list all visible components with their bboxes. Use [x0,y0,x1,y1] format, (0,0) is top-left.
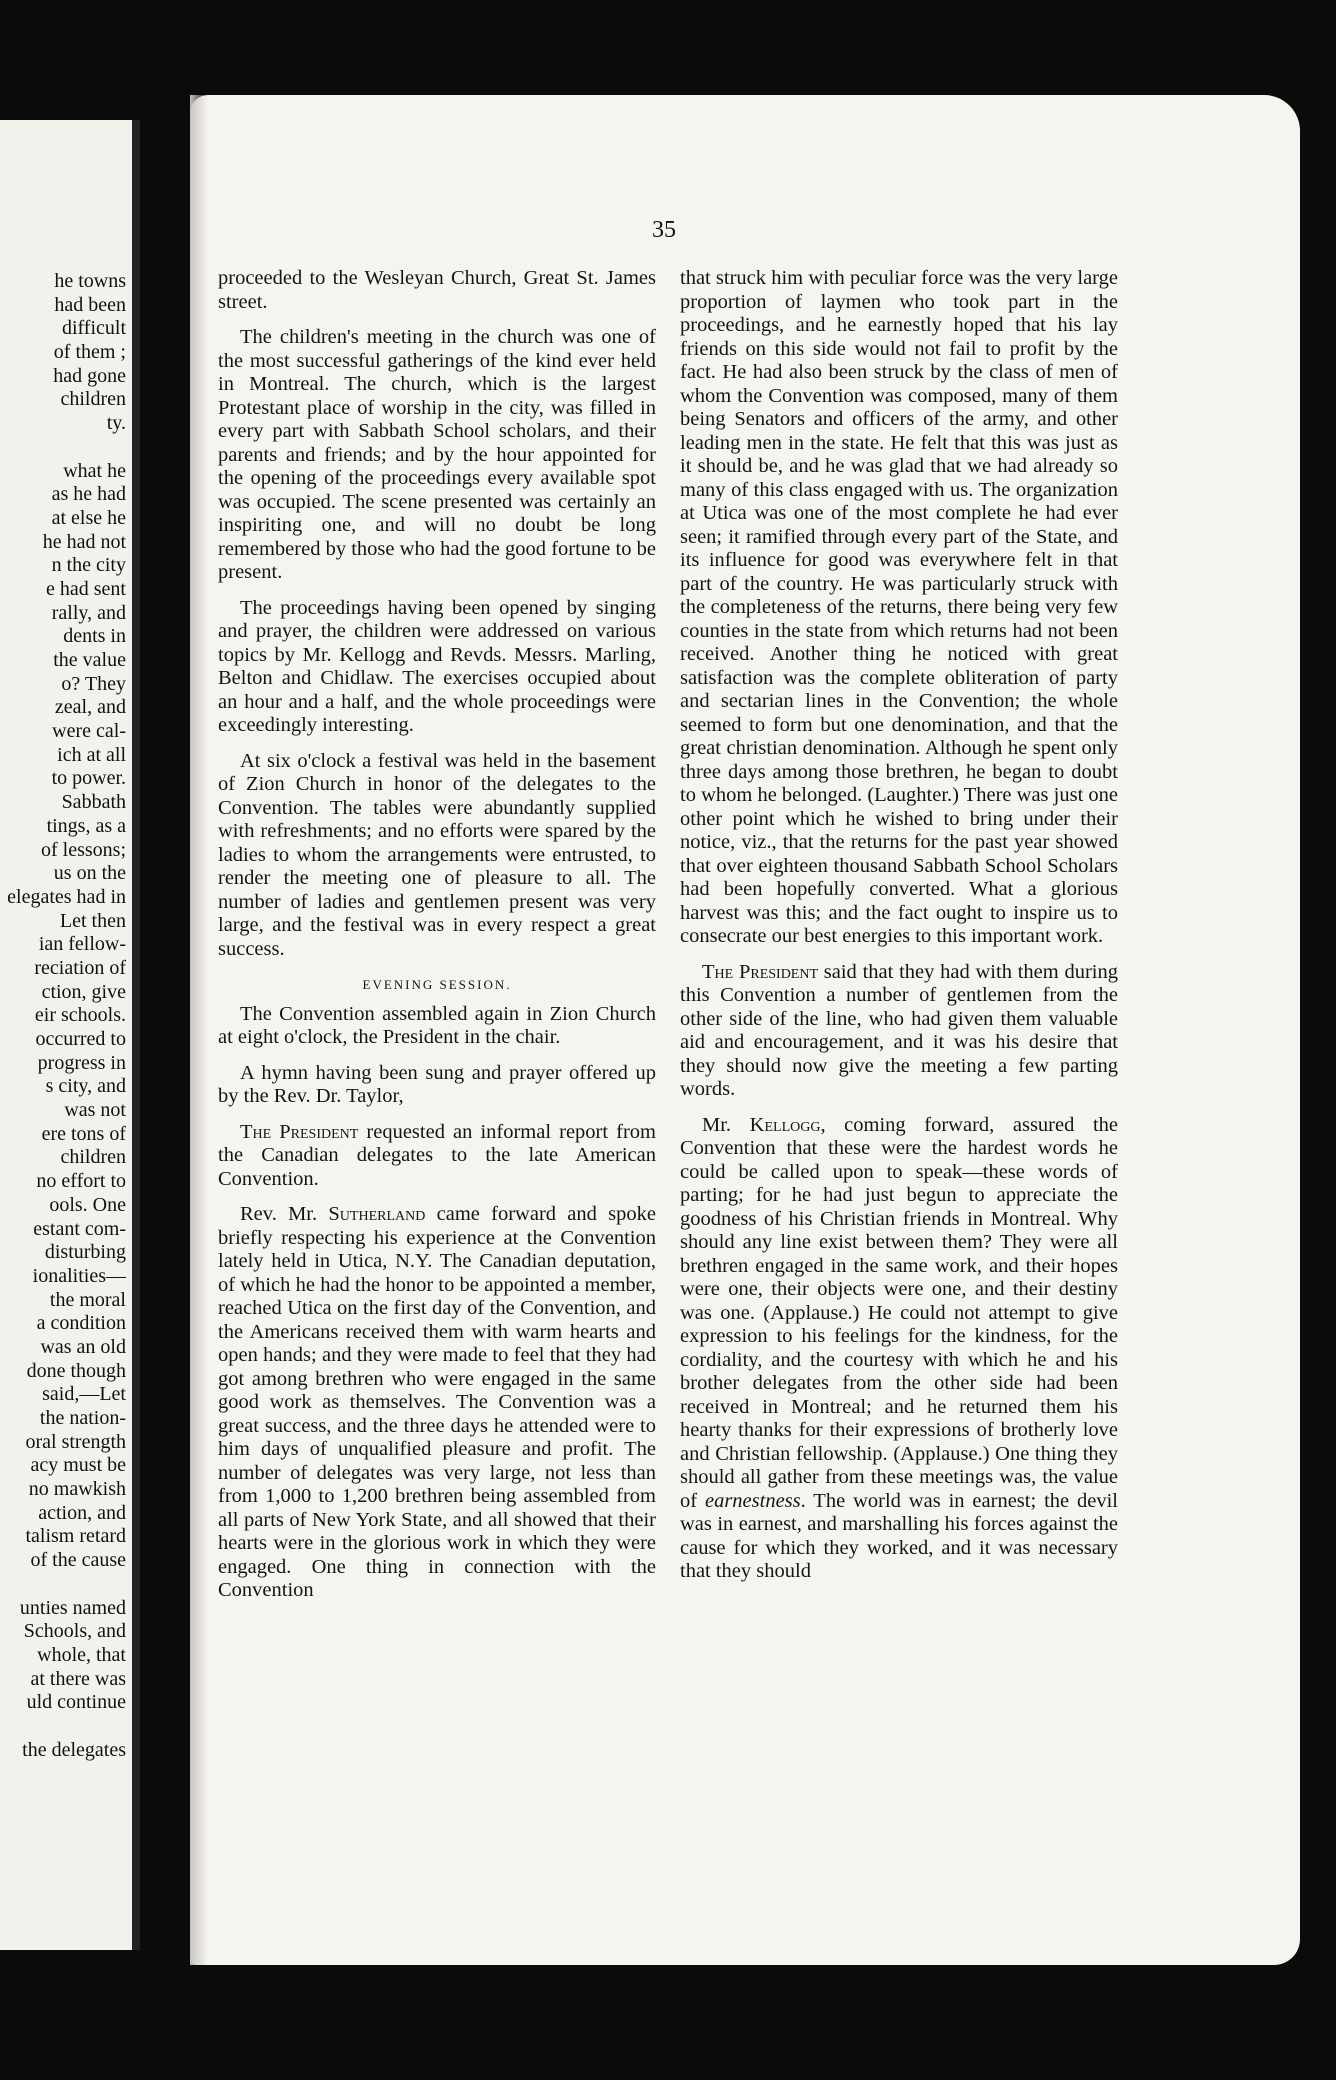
left-page-line: tings, as a [46,814,126,837]
left-page-line: oral strength [25,1430,126,1453]
speaker-name: Kellogg [749,1113,821,1136]
left-page-line: at else he [51,506,126,529]
left-page-line: ere tons of [41,1122,126,1145]
left-page-line: uld continue [26,1691,126,1714]
left-page-line: e had sent [46,577,126,600]
left-page-line: no mawkish [28,1478,126,1501]
paragraph-lead: Rev. Mr. [240,1203,329,1225]
left-page-line: zeal, and [54,696,126,719]
book-page [190,95,1300,1965]
left-page-line: o? They [61,672,126,695]
left-page-line: what he [63,459,126,482]
paragraph-text: said that they had with them during this Convention a number of gentlemen from the other side of the line, who had given them valuable aid and encouragement, and it was his desire that they should now give the meeting a few parting words. [680,960,1118,1100]
book-gutter [132,120,140,1950]
page-number: 35 [652,217,676,243]
left-page-line: children [60,1146,126,1169]
speaker-name: Sutherland [328,1203,426,1225]
left-page-line: no effort to [36,1170,126,1193]
left-page-line: a condition [36,1312,126,1335]
paragraph-text: requested an informal report from the Canadian delegates to the late American Convention. [218,1120,656,1190]
left-page-line: of them ; [53,341,126,364]
left-page-line [0,1573,126,1597]
left-page-line: as he had [51,483,126,506]
paragraph [218,1203,656,1603]
left-page-line: eir schools. [34,1004,126,1027]
speaker-name: The President [240,1120,359,1143]
left-page-line: was not [64,1099,126,1122]
left-page-line: ian fellow- [38,933,126,956]
left-page-text-fragments [0,270,126,1762]
left-page-line: ction, give [41,980,126,1003]
paragraph-text: . The world was in earnest; the devil was in earnest, and marshalling his forces against the cause for which they worked, and it was necessary that they should [680,1489,1118,1582]
left-page-line: ionalities— [32,1264,126,1287]
left-page-line: were cal- [52,720,126,743]
left-page-line: at there was [30,1667,126,1690]
left-page-line: children [60,388,126,411]
left-page-line: rally, and [51,601,126,624]
paragraph-lead: Mr. [702,1113,750,1136]
left-page-line: Schools, and [23,1620,126,1643]
left-page-line: talism retard [25,1525,126,1548]
paragraph: that struck him with peculiar force was the very large proportion of laymen who took part in the proceedings, and he earnestly hoped that his lay friends on this side would not fail to profit by the fact. He had also been struck by the class of men of whom the Convention was composed, many of them being Senators and officers of the army, and other leading men in the state. He felt that this was just as it should be, and he was glad that we had already so many of this class engaged with us. The organization at Utica was one of the most complete he had ever seen; it ramified through every part of the State, and its influence for good was everywhere felt in that part of the country. He was particularly struck with the completeness of the returns, there being very few counties in the state from which returns had not been received. Another thing he noticed with great satisfaction was the complete obliteration of party and sectarian lines in the Convention; the whole seemed to form but one denomination, and that the great christian denomination. Although he spent only three days among those brethren, he began to doubt to whom he belonged. (Laughter.) There was just one other point which he wished to bring under their notice, viz., that the returns for the past year showed that over eighteen thousand Sabbath School Scholars had been hopefully converted. What a glorious harvest was this; and the fact ought to inspire us to consecrate our best energies to this important work. [680,267,1118,947]
left-page-line: said,—Let [42,1383,126,1406]
left-page-line: action, and [38,1501,126,1524]
paragraph: The children's meeting in the church was one of the most successful gatherings of the kind ever held in Montreal. The church, which is the largest Protestant place of worship in the city, was filled in every part with Sabbath School scholars, and their parents and friends; and by the hour appointed for the opening of the proceedings every available spot was occupied. The scene presented was certainly an inspiriting one, and will no doubt be long remembered by those who had the good fortune to be present. [218,326,656,583]
paragraph: At six o'clock a festival was held in the basement of Zion Church in honor of the delegates to the Convention. The tables were abundantly supplied with refreshments; and no efforts were spared by the ladies to whom the arrangements were entrusted, to render the meeting one of pleasure to all. The number of ladies and gentlemen present was very large, and the festival was in every respect a great success. [218,749,656,960]
left-page-line [0,436,126,460]
left-page-line: done though [26,1359,126,1382]
paragraph [680,961,1118,1102]
left-page-line: ty. [106,412,126,435]
left-page-line: ools. One [49,1193,126,1216]
left-page-line: Sabbath [61,791,126,814]
left-page-line: reciation of [34,956,126,979]
left-page-line: whole, that [37,1643,126,1666]
left-page-line: the value [53,649,126,671]
left-page-line: difficult [61,317,126,340]
left-page-line: was an old [40,1335,126,1358]
section-heading: EVENING SESSION. [362,977,512,992]
emphasis: earnestness [704,1489,801,1512]
left-page-line: of lessons; [41,838,126,861]
left-page-line: had been [54,293,126,316]
left-page-line: unties named [19,1596,126,1619]
paragraph-text: , coming forward, assured the Convention that these were the hardest words he could be called upon to speak—these words of parting; for he had just begun to appreciate the goodness of his Christian friends in Montreal. Why should any line exist between them? They were all brethren engaged in the same work, and their hopes were one, their objects were one, and their destiny was one. (Applause.) He could not attempt to give expression to his feelings for the kindness, for the cordiality, and the courtesy with which he and his brother delegates from the other side had been received in Montreal; and he returned them his hearty thanks for their expressions of brotherly love and Christian fellowship. (Applause.) One thing they should all gather from these meetings was, the value of [680,1113,1118,1512]
paragraph: The proceedings having been opened by singing and prayer, the children were addressed on various topics by Mr. Kellogg and Revds. Messrs. Marling, Belton and Chidlaw. The exercises occupied about an hour and a half, and the whole proceedings were exceedingly interesting. [218,596,656,736]
left-page-line [0,1715,126,1739]
left-page-line: he had not [42,530,126,553]
left-facing-page [0,120,140,1950]
left-page-line: disturbing [44,1241,126,1264]
left-page-line: s city, and [45,1075,126,1098]
left-page-line: of the cause [30,1549,126,1572]
left-page-line: progress in [37,1051,126,1074]
left-page-line: the delegates [22,1738,126,1761]
left-page-line: Let then [59,909,126,932]
left-page-line: occurred to [35,1028,126,1050]
left-page-line: dents in [63,625,126,648]
left-page-line: to power. [51,767,126,790]
left-page-line: estant com- [33,1217,126,1240]
paragraph-text: came forward and spoke briefly respecting his experience at the Convention lately held in Utica, N.Y. The Canadian deputation, of which he had the honor to be appointed a member, reached Utica on the first day of the Convention, and the Americans received them with warm hearts and open hands; and they were made to feel that they had got among brethren who were engaged in the same good work as themselves. The Convention was a great success, and the three days he attended were to him days of unqualified pleasure and profit. The number of delegates was very large, not less than from 1,000 to 1,200 brethren being assembled from all parts of New York State, and all showed that their hearts were in the glorious work in which they were engaged. One thing in connection with the Convention [218,1203,656,1601]
paragraph: The Convention assembled again in Zion Church at eight o'clock, the President in the chair. [218,1002,656,1048]
right-text-column [680,267,1118,1596]
left-page-line: n the city [51,554,126,577]
paragraph [218,1121,656,1192]
left-page-line: acy must be [30,1454,126,1477]
left-page-line: he towns [54,270,126,292]
left-page-line: the nation- [39,1407,126,1429]
left-page-line: had gone [53,364,126,387]
left-text-column [218,267,656,1615]
left-page-line: us on the [53,862,126,885]
paragraph: A hymn having been sung and prayer offered up by the Rev. Dr. Taylor, [218,1061,656,1107]
left-page-line: ich at all [57,743,126,766]
page-binding-shadow [190,95,208,1965]
paragraph [680,1114,1118,1584]
speaker-name: The President [702,960,819,983]
paragraph: proceeded to the Wesleyan Church, Great St. James street. [218,267,656,313]
left-page-line: the moral [49,1288,126,1311]
left-page-line: elegates had in [7,885,126,908]
